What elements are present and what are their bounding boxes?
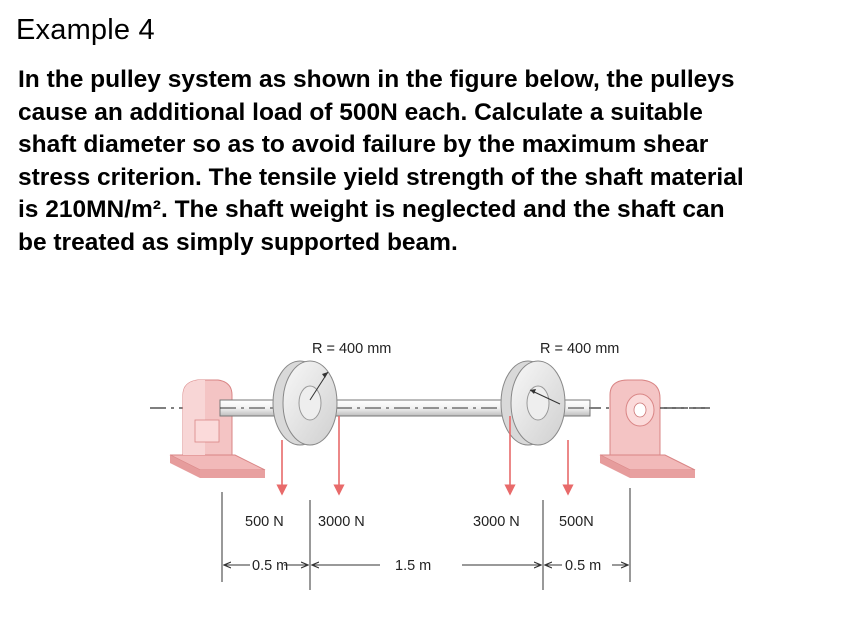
load-label-left-2: 3000 N bbox=[318, 514, 365, 530]
dim-label-middle: 1.5 m bbox=[395, 558, 432, 574]
load-label-left-1: 500 N bbox=[245, 514, 284, 530]
problem-line: stress criterion. The tensile yield strength of the shaft material bbox=[18, 163, 744, 191]
right-radius-label: R = 400 mm bbox=[540, 341, 620, 357]
right-bearing bbox=[600, 380, 695, 478]
problem-line: In the pulley system as shown in the figure below, the pulleys bbox=[18, 66, 735, 93]
dim-label-right: 0.5 m bbox=[565, 558, 602, 574]
problem-line: cause an additional load of 500N each. Calculate a suitable bbox=[18, 98, 703, 126]
dim-label-left: 0.5 m bbox=[252, 558, 289, 574]
load-label-right-2: 500N bbox=[559, 514, 594, 530]
left-bearing bbox=[170, 380, 265, 478]
example-title: Example 4 bbox=[16, 14, 155, 46]
problem-line: shaft diameter so as to avoid failure by the maximum shear bbox=[18, 131, 709, 158]
load-label-right-1: 3000 N bbox=[473, 514, 520, 530]
left-radius-label: R = 400 mm bbox=[312, 341, 392, 357]
extension-lines bbox=[222, 488, 630, 590]
problem-line: be treated as simply supported beam. bbox=[18, 228, 458, 256]
left-pulley bbox=[273, 361, 337, 445]
problem-line: is 210MN/m². The shaft weight is neglected and the shaft can bbox=[18, 196, 725, 223]
